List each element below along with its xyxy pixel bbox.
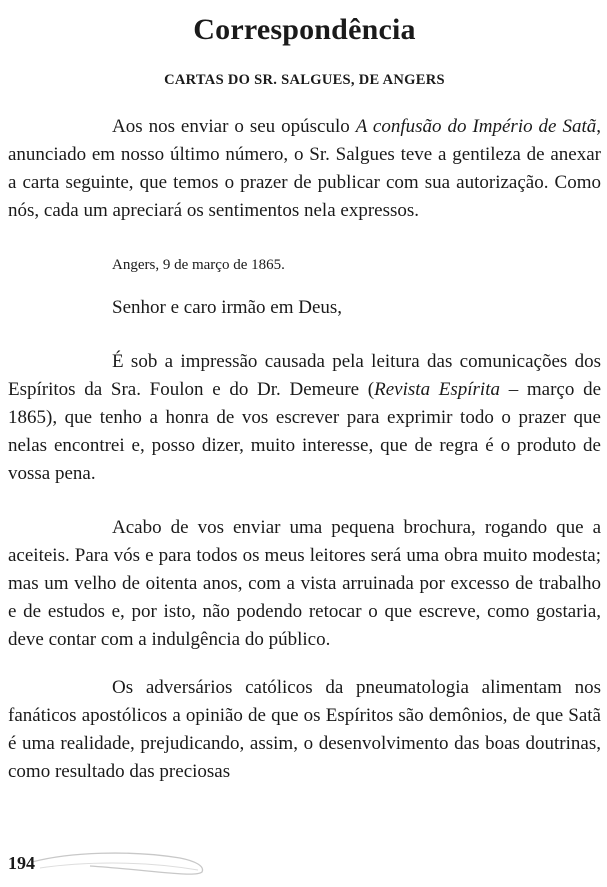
para2-text-2: – março de 1865), que tenho a honra de vos escrever para exprimir todo o prazer que nelas encontrei e, posso dizer, muito interesse, que de regra é o produto de vossa pena. [8,379,601,484]
section-subtitle: CARTAS DO SR. SALGUES, DE ANGERS [164,72,445,88]
para2-text-1: É sob a impressão causada pela leitura das comunicações dos Espíritos da Sra. Foulon e do Dr. Demeure ( [8,351,601,400]
work-title: A confusão do Império de Satã [355,116,597,137]
letter-date: Angers, 9 de março de 1865. [112,257,285,273]
intro-text-2: , anunciado em nosso último número, o Sr. Salgues teve a gentileza de anexar a carta seguinte, que temos o prazer de publicar com sua autorização. Como nós, cada um apreciará os sentimentos nela expressos. [8,116,601,221]
page-number: 194 [8,853,35,873]
page-title: Correspondência [193,13,416,46]
page-content [8,0,601,786]
letter-salutation: Senhor e caro irmão em Deus, [112,297,343,318]
journal-title: Revista Espírita [374,379,500,400]
letter-paragraph-3: Os adversários católicos da pneumatologia alimentam nos fanáticos apostólicos a opinião de que os Espíritos são demônios, de que Satã é uma realidade, prejudicando, assim, o desenvolvimento das boas doutrinas, como resultado das preciosas [8,677,601,782]
intro-text-1: Aos nos enviar o seu opúsculo [112,116,356,137]
intro-paragraph [8,113,601,225]
letter-paragraph-1 [8,348,601,488]
footer-flourish-ornament [30,848,210,878]
letter-paragraph-2: Acabo de vos enviar uma pequena brochura, rogando que a aceiteis. Para vós e para todos os meus leitores será uma obra muito modesta; mas um velho de oitenta anos, com a vista arruinada por excesso de trabalho e de estudos e, por isto, não podendo retocar o que escreve, como gostaria, deve contar com a indulgência do público. [8,517,601,650]
